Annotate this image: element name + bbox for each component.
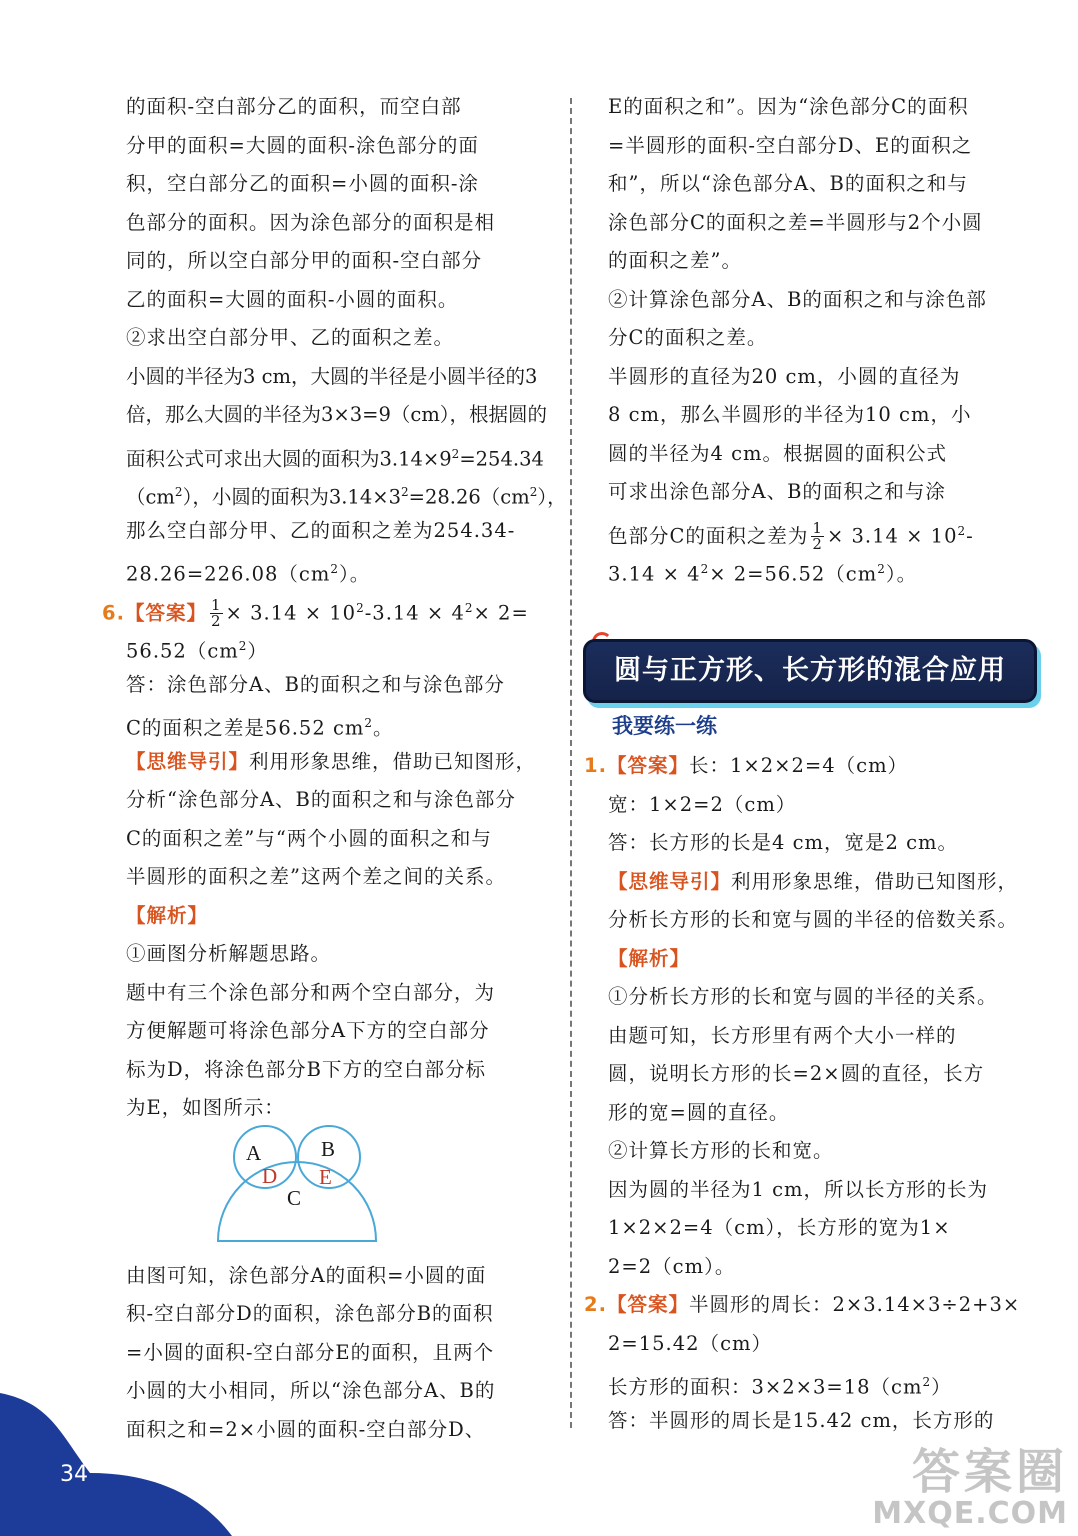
question-1-answer: 1.【答案】长：1×2×2=4（cm） [584, 754, 909, 777]
corner-swoosh [90, 1449, 156, 1459]
text-line: $(cm^2)$，小圆的面积为$3.14\times 3^2=28.26(cm^2)$， [126, 485, 567, 509]
text-line: 半圆形的面积之差”这两个差之间的关系。 [126, 865, 506, 888]
watermark [872, 1446, 1068, 1530]
label-a: A [246, 1141, 262, 1165]
text-line: ①画图分析解题思路。 [126, 942, 332, 965]
text-line: $28.26=226.08(cm^2)$。 [126, 562, 371, 586]
text-line: 的面积-空白部分乙的面积，而空白部 [126, 95, 462, 118]
text-line: 8 cm，那么半圆形的半径为10 cm，小 [608, 403, 972, 426]
right-column-bottom [584, 747, 1033, 1440]
text-line: 的面积之差”。 [608, 249, 742, 272]
analysis-tag: 【解析】 [608, 946, 691, 970]
watermark-url: MXQE.COM [872, 1496, 1068, 1531]
text-line: 积，空白部分乙的面积=小圆的面积-涂 [126, 172, 479, 195]
text-line: =半圆形的面积-空白部分D、E的面积之 [608, 133, 973, 157]
text-line: 涂色部分C的面积之差=半圆形与2个小圆 [608, 210, 983, 234]
text-line: 分甲的面积=大圆的面积-涂色部分的面 [126, 133, 479, 157]
text-line: 积-空白部分D的面积，涂色部分B的面积 [126, 1302, 494, 1325]
text-line: 分析长方形的长和宽与圆的半径的倍数关系。 [608, 908, 1019, 931]
corner-shape [0, 1393, 232, 1536]
text-line: 由题可知，长方形里有两个大小一样的 [608, 1023, 957, 1047]
right-column-top [608, 88, 1033, 589]
label-c: C [287, 1186, 302, 1210]
text-line: C的面积之差”与“两个小圆的面积之和与 [126, 826, 492, 850]
label-d: D [262, 1164, 278, 1188]
question-2-answer: 2.【答案】半圆形的周长：2×3.14×3÷2+3× [584, 1293, 1021, 1316]
text-line: 和”，所以“涂色部分A、B的面积之和与 [608, 172, 968, 195]
text-line: ②计算长方形的长和宽。 [608, 1139, 834, 1162]
text-line [608, 940, 1033, 979]
text-line: 答：涂色部分A、B的面积之和与涂色部分 [126, 672, 505, 696]
label-e: E [319, 1165, 332, 1189]
page-number: 34 [60, 1462, 88, 1487]
text-line: 圆的半径为4 cm。根据圆的面积公式 [608, 441, 948, 465]
corner-decoration [0, 1393, 250, 1536]
text-line: 答：长方形的长是4 cm，宽是2 cm。 [608, 831, 959, 854]
text-line: 乙的面积=大圆的面积-小圆的面积。 [126, 287, 459, 311]
text-line: 色部分C的面积之差为 $\frac{1}{2}$ × $3.14 \times 10^2-$ [608, 519, 974, 553]
text-line: 长方形的面积：$3\times 2\times 3=18(cm^2)$ [608, 1375, 952, 1399]
practice-subheading: 我要练一练 [612, 714, 717, 738]
text-line: C的面积之差是56.52 $cm^2$。 [126, 716, 394, 740]
text-line: 小圆的半径为3 cm，大圆的半径是小圆半径的3 [126, 364, 538, 388]
text-line: 半圆形的直径为20 cm，小圆的直径为 [608, 364, 961, 388]
text-line: 面积之和=2×小圆的面积-空白部分D、 [126, 1417, 486, 1441]
text-line: 圆，说明长方形的长=2×圆的直径，长方 [608, 1062, 985, 1085]
text-line: 倍，那么大圆的半径为3×3=9（cm），根据圆的 [126, 403, 548, 426]
text-line: 【思维导引】利用形象思维，借助已知图形， [126, 749, 537, 773]
text-line: 方便解题可将涂色部分A下方的空白部分 [126, 1019, 490, 1042]
text-line: 2=2（cm）。 [608, 1254, 736, 1278]
text-line: ②求出空白部分甲、乙的面积之差。 [126, 326, 455, 349]
fraction: $\frac{1}{2}$ [211, 596, 222, 630]
text-line: $56.52(cm^2)$ [126, 639, 268, 663]
text-line: 色部分的面积。因为涂色部分的面积是相 [126, 210, 496, 234]
text-line: 面积公式可求出大圆的面积为$3.14\times 9^2=254.34$ [126, 446, 544, 470]
text-line: 因为圆的半径为1 cm，所以长方形的长为 [608, 1177, 989, 1201]
text-line: 题中有三个涂色部分和两个空白部分，为 [126, 980, 496, 1004]
text-line: 形的宽=圆的直径。 [608, 1100, 790, 1124]
text-line: 1×2×2=4（cm），长方形的宽为1× [608, 1216, 951, 1239]
text-line: $3.14 \times 4^2\times 2=56.52(cm^2)$。 [608, 562, 918, 586]
column-divider [570, 98, 572, 1428]
text-line: 宽：1×2=2（cm） [608, 792, 797, 816]
text-line: ①分析长方形的长和宽与圆的半径的关系。 [608, 985, 998, 1008]
text-line: =小圆的面积-空白部分E的面积，且两个 [126, 1340, 495, 1364]
text-line: 可求出涂色部分A、B的面积之和与涂 [608, 480, 946, 503]
text-line [126, 897, 554, 936]
text-line: 标为D，将涂色部分B下方的空白部分标 [126, 1057, 486, 1081]
text-line: 答：半圆形的周长是15.42 cm，长方形的 [608, 1408, 995, 1432]
section-title: 圆与正方形、长方形的混合应用 [614, 655, 1006, 686]
text-line: 小圆的大小相同，所以“涂色部分A、B的 [126, 1379, 496, 1402]
text-line: 那么空白部分甲、乙的面积之差为254.34- [126, 518, 516, 542]
guide-tag: 【思维导引】 [608, 869, 732, 893]
section-banner [583, 639, 1037, 703]
text-line: 分析“涂色部分A、B的面积之和与涂色部分 [126, 788, 516, 811]
label-b: B [321, 1137, 336, 1161]
text-line: ②计算涂色部分A、B的面积之和与涂色部 [608, 287, 987, 311]
text-line: 2=15.42（cm） [608, 1331, 772, 1355]
text-line: 【思维导引】利用形象思维，借助已知图形， [608, 869, 1019, 893]
text-line: 由图可知，涂色部分A的面积=小圆的面 [126, 1263, 487, 1287]
text-line: 分C的面积之差。 [608, 326, 768, 349]
fraction: $\frac{1}{2}$ [812, 519, 823, 553]
watermark-title: 答案圈 [911, 1444, 1068, 1500]
text-line: E的面积之和”。因为“涂色部分C的面积 [608, 95, 969, 118]
answer-tag: 【答案】 [124, 601, 207, 624]
circles-semicircle-figure [214, 1123, 380, 1245]
analysis-tag: 【解析】 [126, 903, 209, 927]
answer-tag: 【答案】 [606, 1293, 689, 1316]
question-number: 1. [584, 754, 607, 777]
question-number: 2. [584, 1293, 607, 1316]
question-number: 6. [102, 601, 125, 624]
guide-tag: 【思维导引】 [126, 749, 250, 773]
text-line: 同的，所以空白部分甲的面积-空白部分 [126, 249, 483, 272]
answer-tag: 【答案】 [606, 754, 689, 777]
text-line: 为E，如图所示： [126, 1096, 285, 1119]
question-6-answer: 6.【答案】 $\frac{1}{2}$ × $3.14 \times 10^2-3.14 \times 4^2\times 2=$ [102, 596, 529, 630]
